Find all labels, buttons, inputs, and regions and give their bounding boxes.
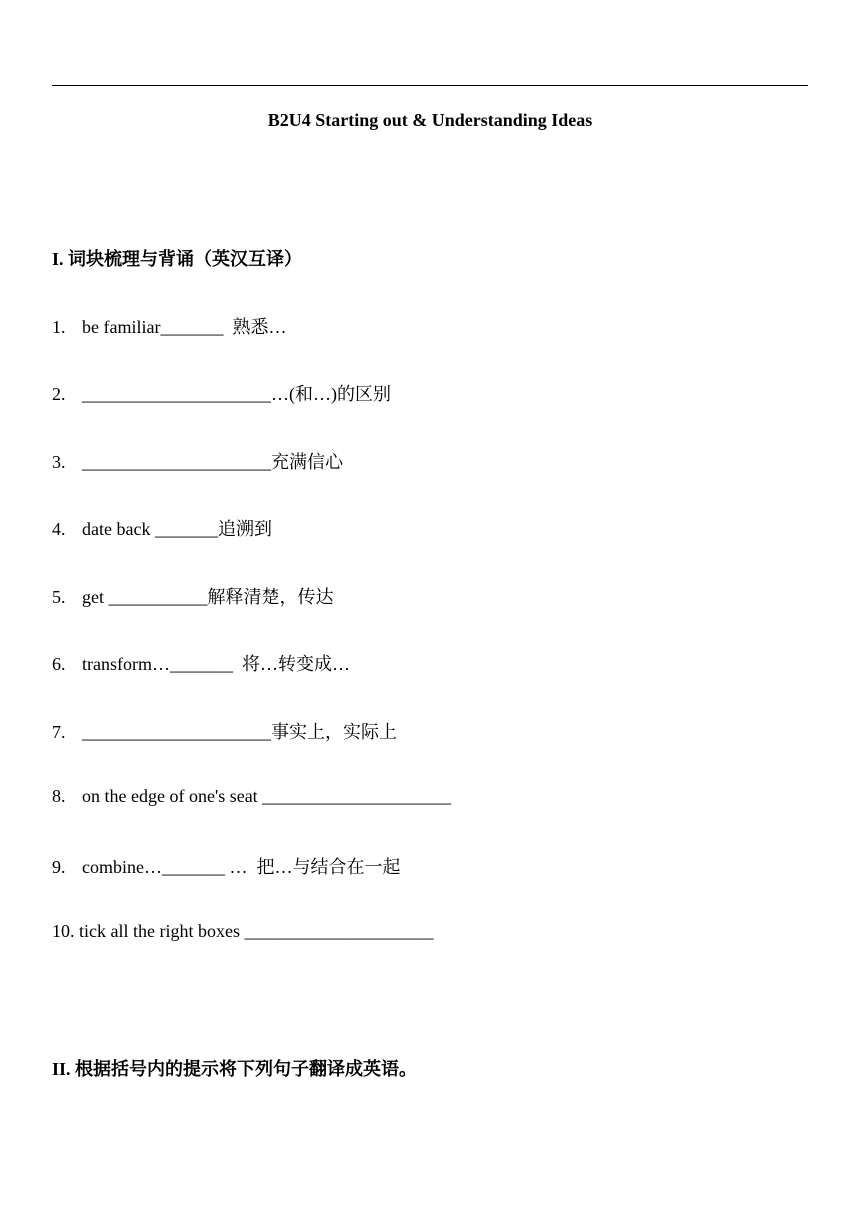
vocab-item-2 bbox=[52, 380, 391, 406]
section-2-heading: II. 根据括号内的提示将下列句子翻译成英语。 bbox=[52, 1059, 418, 1079]
item-number: 10. bbox=[52, 921, 75, 941]
vocab-item-4 bbox=[52, 515, 272, 541]
vocab-item-6 bbox=[52, 650, 350, 676]
item-number: 6. bbox=[52, 654, 66, 674]
document-title: B2U4 Starting out & Understanding Ideas bbox=[267, 110, 593, 130]
section-1-heading: I. 词块梳理与背诵（英汉互译） bbox=[52, 249, 303, 269]
vocab-item-9 bbox=[52, 853, 400, 879]
item-text: on the edge of one's seat _____________________ bbox=[82, 786, 452, 806]
vocab-item-7 bbox=[52, 718, 397, 744]
item-number: 4. bbox=[52, 519, 66, 539]
item-number: 7. bbox=[52, 722, 66, 742]
item-number: 9. bbox=[52, 857, 66, 877]
vocab-item-3 bbox=[52, 448, 343, 474]
item-text: _____________________事实上，实际上 bbox=[82, 722, 397, 742]
header-rule bbox=[52, 85, 808, 86]
vocab-item-5 bbox=[52, 583, 334, 609]
item-text: be familiar_______ 熟悉… bbox=[82, 317, 287, 337]
vocab-item-10 bbox=[52, 921, 433, 942]
item-text: date back _______追溯到 bbox=[82, 519, 272, 539]
item-text: tick all the right boxes _____________________ bbox=[79, 921, 434, 941]
item-text: combine…_______ … 把…与结合在一起 bbox=[82, 857, 401, 877]
item-number: 2. bbox=[52, 384, 66, 404]
item-number: 3. bbox=[52, 452, 66, 472]
vocab-item-1 bbox=[52, 313, 286, 339]
item-text: _____________________充满信心 bbox=[82, 452, 343, 472]
item-number: 1. bbox=[52, 317, 66, 337]
item-text: get ___________解释清楚，传达 bbox=[82, 587, 334, 607]
item-number: 5. bbox=[52, 587, 66, 607]
item-text: _____________________…(和…)的区别 bbox=[82, 384, 391, 404]
item-text: transform…_______ 将…转变成… bbox=[82, 654, 350, 674]
vocab-item-8 bbox=[52, 786, 451, 807]
item-number: 8. bbox=[52, 786, 66, 806]
